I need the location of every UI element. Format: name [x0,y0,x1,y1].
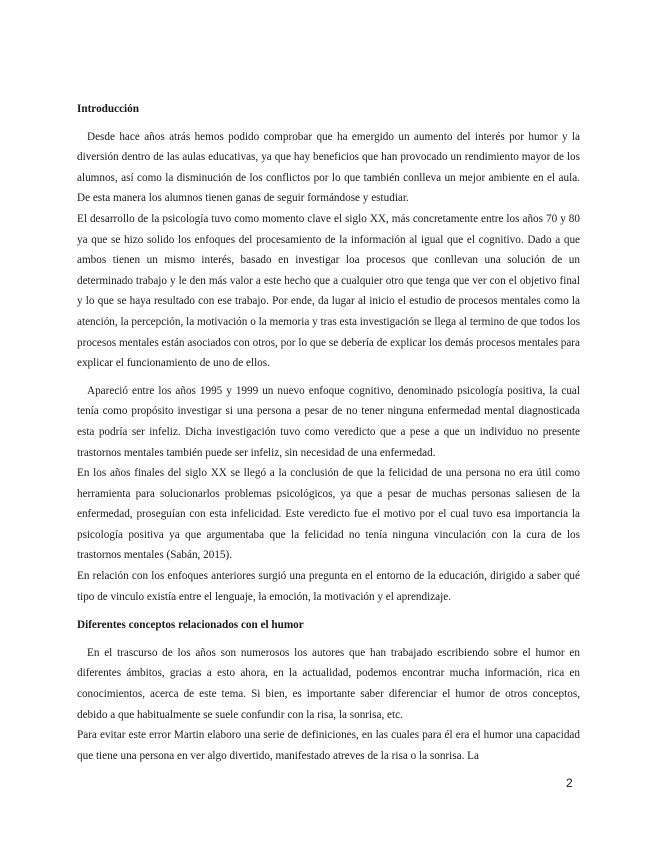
paragraph: Apareció entre los años 1995 y 1999 un nuevo enfoque cognitivo, denominado psicología positiva, la cual tenía como propósito investigar si una persona a pesar de no tener ninguna enfermedad mental diagnosticada esta podría ser infeliz. Dicha investigación tuvo como veredicto que a pese a que un individuo no presente trastornos mentales también puede ser infeliz, sin necesidad de una enfermedad. [77,384,580,459]
section-heading-introduccion: Introducción [77,103,139,115]
page-number: 2 [566,776,573,790]
paragraph: En el trascurso de los años son numerosos los autores que han trabajado escribiendo sobre el humor en diferentes ámbitos, gracias a esto ahora, en la actualidad, podemos encontrar mucha información, rica en conocimientos, acerca de este tema. Si bien, es importante saber diferenciar el humor de otros conceptos, debido a que habitualmente se suele confundir con la risa, la sonrisa, etc. [77,646,580,721]
paragraph: El desarrollo de la psicología tuvo como momento clave el siglo XX, más concretamente entre los años 70 y 80 ya que se hizo solido los enfoques del procesamiento de la información al igual que el cognitivo. Dado a que ambos tienen un mismo interés, basado en investigar loa procesos que conllevan una solución de un determinado trabajo y le den más valor a este hecho que a cualquier otro que tenga que ver con el objetivo final y lo que se haya resultado con ese trabajo. Por ende, da lugar al inicio el estudio de procesos mentales como la atención, la percepción, la motivación o la memoria y tras esta investigación se llega al termino de que todos los procesos mentales están asociados con otros, por lo que se debería de explicar los demás procesos mentales para explicar el funcionamiento de uno de ellos. [77,212,580,370]
paragraph: En relación con los enfoques anteriores surgió una pregunta en el entorno de la educación, dirigido a saber qué tipo de vinculo existía entre el lenguaje, la emoción, la motivación y el aprendizaje. [77,570,580,603]
paragraph: Desde hace años atrás hemos podido comprobar que ha emergido un aumento del interés por humor y la diversión dentro de las aulas educativas, ya que hay beneficios que han provocado un rendimiento mayor de los alumnos, así como la disminución de los conflictos por lo que también conlleva un mejor ambiente en el aula. De esta manera los alumnos tienen ganas de seguir formándose y estudiar. [77,130,580,205]
paragraph: En los años finales del siglo XX se llegó a la conclusión de que la felicidad de una persona no era útil como herramienta para solucionarlos problemas psicológicos, ya que a pesar de muchas personas saliesen de la enfermedad, proseguían con esta infelicidad. Este veredicto fue el motivo por el cual tuvo esa importancia la psicología positiva ya que argumentaba que la felicidad no tenía ninguna vinculación con la cura de los trastornos mentales (Sabán, 2015). [77,467,580,562]
section-heading-conceptos-humor: Diferentes conceptos relacionados con el humor [77,619,304,632]
page-body [77,99,580,766]
paragraph: Para evitar este error Martin elaboro una serie de definiciones, en las cuales para él era el humor una capacidad que tiene una persona en ver algo divertido, manifestado atreves de la risa o la sonrisa. La [77,729,580,762]
